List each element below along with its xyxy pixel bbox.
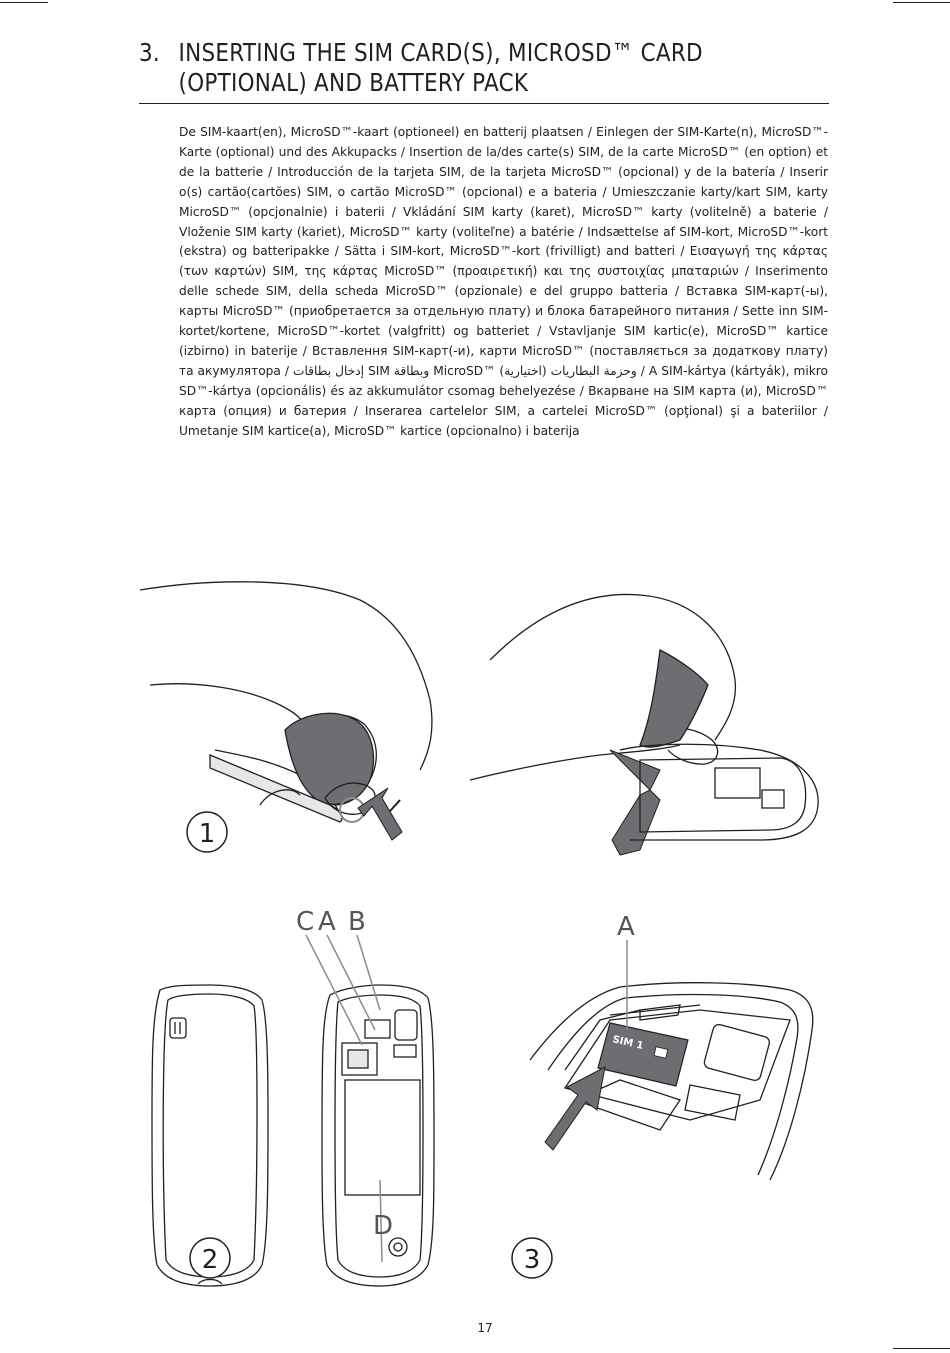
callout-a-panel-3: A [617,912,635,942]
section-heading [139,38,732,98]
callout-c: C [296,907,315,937]
panel-1-remove-cover [140,582,432,840]
crop-mark-top-right [893,2,950,3]
panel-1-peel-cover [470,594,818,855]
step-3-number: 3 [523,1245,541,1275]
callout-b: B [348,907,366,937]
step-1-number: 1 [198,819,216,849]
heading-line-2: (OPTIONAL) AND BATTERY PACK [178,68,529,97]
crop-mark-top-left [0,2,48,3]
section-number: 3. [139,38,161,67]
callout-a: A [318,907,336,937]
heading-rule [139,103,829,104]
sim-card-label: SIM 1 [611,1034,645,1052]
crop-mark-bottom-right [893,1348,950,1349]
installation-illustration [0,540,950,1320]
callout-lines [306,935,382,1262]
multilingual-caption: De SIM-kaart(en), MicroSD™-kaart (optioneel) en batterij plaatsen / Einlegen der SIM-Karte(n), MicroSD™-Karte (optional) und des Akkupacks / Insertion de la/des carte(s) SIM, de la carte MicroSD™ (en option) et de la batterie / Introducción de la tarjeta SIM, de la tarjeta MicroSD™ (opcional) y de la batería / Inserir o(s) cartão(cartões) SIM, o cartão MicroSD™ (opcional) e a bateria / Umieszczanie karty/kart SIM, karty MicroSD™ (opcjonalnie) i baterii / Vkládání SIM karty (karet), MicroSD™ karty (volitelně) a baterie / Vloženie SIM karty (kariet), MicroSD™ karty (voliteľne) a batérie / Indsættelse af SIM-kort, MicroSD™-kort (ekstra) og batteripakke / Sätta i SIM-kort, MicroSD™-kort (frivilligt) and batteri / Εισαγωγή της κάρτας (των καρτών) SIM, της κάρτας MicroSD™ (προαιρετική) και της συστοιχίας μπαταριών / Inserimento delle schede SIM, della scheda MicroSD™ (opzionale) e del gruppo batteria / Вставка SIM-карт(-ы), карты MicroSD™ (приобретается за отдельную плату) и блока батарейного питания / Sette inn SIM-kortet/kortene, MicroSD™-kortet (valgfritt) og batteriet / Vstavljanje SIM kartic(e), MicroSD™ kartice (izbirno) in baterije / Вставлення SIM-карт(-и), карти MicroSD™ (поставляється за додаткову плату) та акумулятора / إدخال بطاقات SIM وبطاقة MicroSD™ (اختيارية) وحزمة البطاريات / A SIM-kártya (kártyák), mikro SD™-kártya (opcionális) és az akkumulátor csomag behelyezése / Вкарване на SIM карта (и), MicroSD™ карта (опция) и батерия / Inserarea cartelelor SIM, a cartelei MicroSD™ (opţional) şi a bateriilor / Umetanje SIM kartice(a), MicroSD™ kartice (opcionalno) i baterija [179,125,828,438]
step-2-number: 2 [201,1245,219,1275]
callout-d: D [373,1211,394,1241]
heading-line-1: INSERTING THE SIM CARD(S), MICROSD™ CARD [178,38,703,67]
page-number: 17 [477,1321,493,1335]
